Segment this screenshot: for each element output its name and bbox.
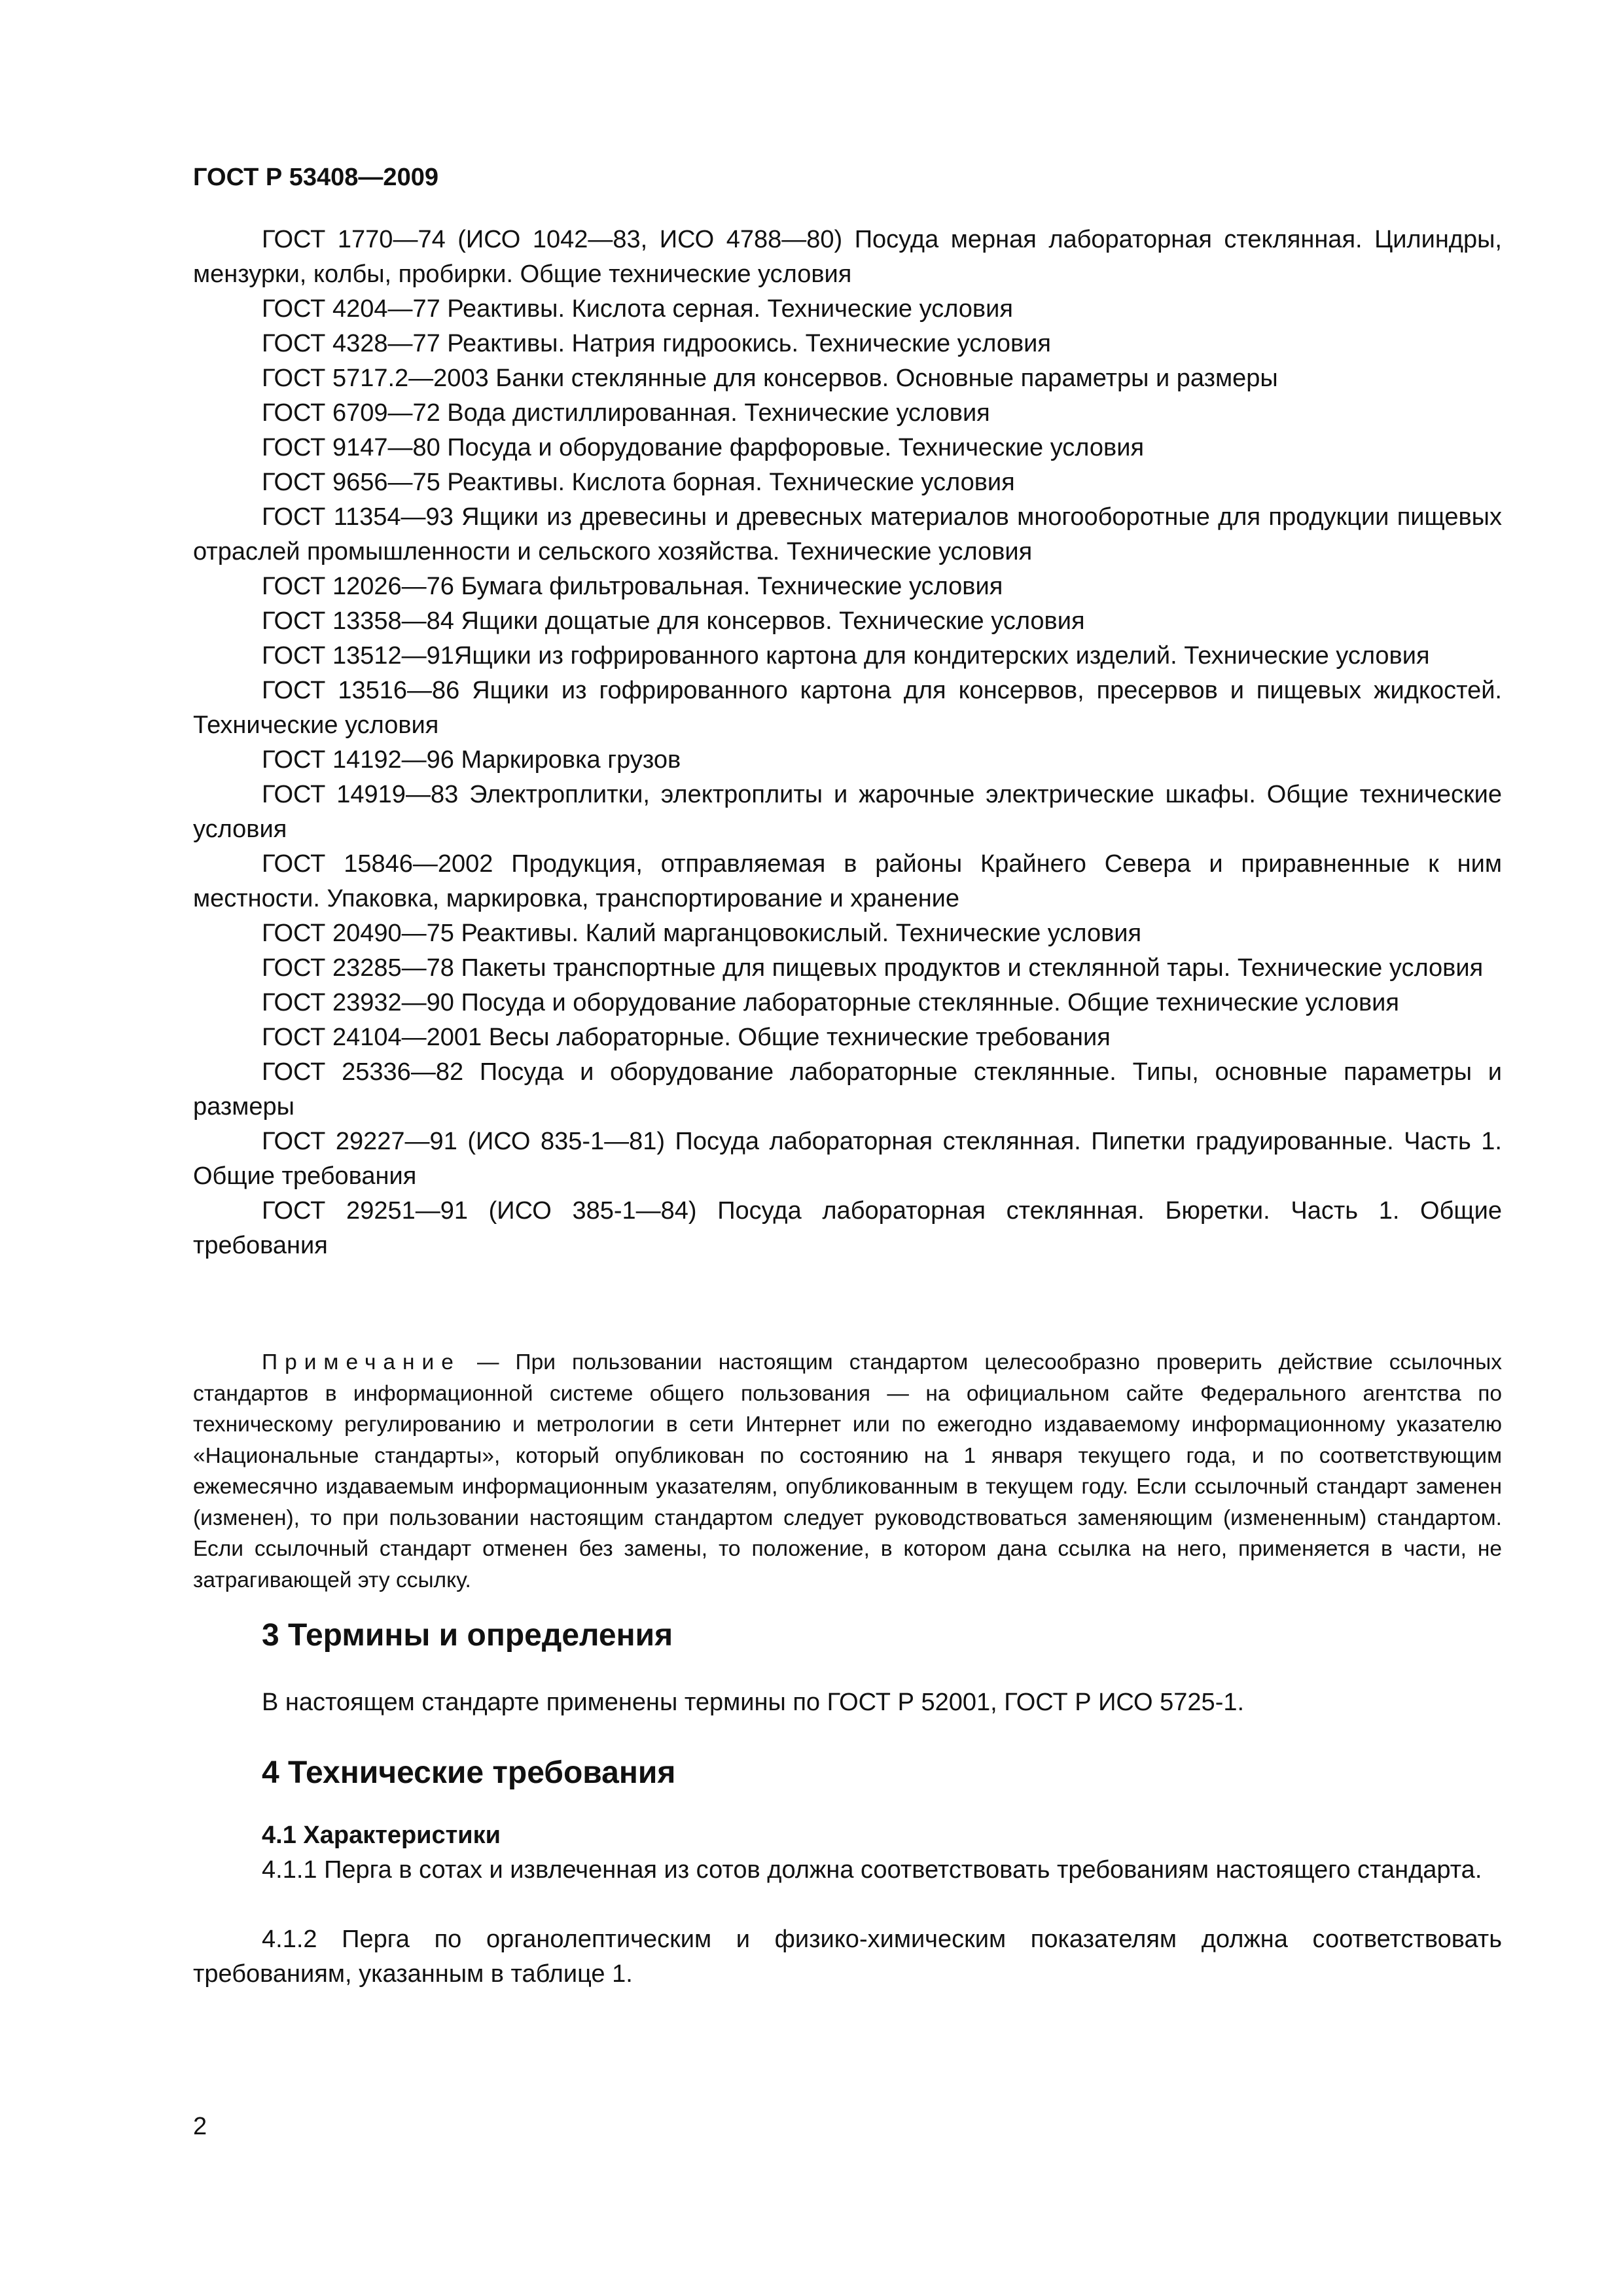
document-header-title: ГОСТ Р 53408—2009 [193, 164, 438, 191]
reference-item: ГОСТ 23932—90 Посуда и оборудование лабораторные стеклянные. Общие технические условия [262, 989, 1399, 1016]
reference-item: ГОСТ 12026—76 Бумага фильтровальная. Технические условия [262, 573, 1003, 600]
clause-4-1-1: 4.1.1 Перга в сотах и извлеченная из сотов должна соответствовать требованиям настоящего стандарта. [262, 1856, 1482, 1884]
reference-item: ГОСТ 9147—80 Посуда и оборудование фарфоровые. Технические условия [262, 434, 1145, 461]
reference-item: ГОСТ 29227—91 (ИСО 835-1—81) Посуда лабораторная стеклянная. Пипетки градуированные. Часть 1. Общие требования [193, 1128, 1502, 1190]
section-heading-terms: 3 Термины и определения [262, 1618, 673, 1653]
reference-item: ГОСТ 14192—96 Маркировка грузов [262, 746, 681, 774]
terms-paragraph: В настоящем стандарте применены термины по ГОСТ Р 52001, ГОСТ Р ИСО 5725-1. [262, 1689, 1245, 1716]
reference-item: ГОСТ 14919—83 Электроплитки, электроплиты и жарочные электрические шкафы. Общие технические условия [193, 781, 1502, 843]
reference-item: ГОСТ 25336—82 Посуда и оборудование лабораторные стеклянные. Типы, основные параметры и размеры [193, 1058, 1502, 1121]
reference-item: ГОСТ 13512—91Ящики из гофрированного картона для кондитерских изделий. Технические условия [262, 642, 1430, 670]
subsection-heading-characteristics: 4.1 Характеристики [262, 1821, 501, 1849]
note-paragraph [193, 1347, 1502, 1596]
reference-item: ГОСТ 24104—2001 Весы лабораторные. Общие технические требования [262, 1024, 1111, 1051]
reference-item: ГОСТ 13358—84 Ящики дощатые для консервов. Технические условия [262, 607, 1085, 635]
reference-item: ГОСТ 4204—77 Реактивы. Кислота серная. Технические условия [262, 295, 1013, 323]
page-number: 2 [193, 2113, 207, 2140]
reference-item: ГОСТ 11354—93 Ящики из древесины и древесных материалов многооборотные для продукции пищевых отраслей промышленности и сельского хозяйства. Технические условия [193, 503, 1502, 565]
reference-item: ГОСТ 5717.2—2003 Банки стеклянные для консервов. Основные параметры и размеры [262, 365, 1278, 392]
reference-item: ГОСТ 15846—2002 Продукция, отправляемая в районы Крайнего Севера и приравненные к ним местности. Упаковка, маркировка, транспортирование и хранение [193, 850, 1502, 912]
reference-item: ГОСТ 4328—77 Реактивы. Натрия гидроокись. Технические условия [262, 330, 1051, 357]
reference-item: ГОСТ 29251—91 (ИСО 385-1—84) Посуда лабораторная стеклянная. Бюретки. Часть 1. Общие требования [193, 1197, 1502, 1259]
reference-item: ГОСТ 1770—74 (ИСО 1042—83, ИСО 4788—80) Посуда мерная лабораторная стеклянная. Цилиндры, мензурки, колбы, пробирки. Общие технические условия [193, 226, 1502, 288]
section-heading-technical-requirements: 4 Технические требования [262, 1755, 676, 1790]
clause-4-1-2: 4.1.2 Перга по органолептическим и физико-химическим показателям должна соответствовать требованиям, указанным в таблице 1. [193, 1926, 1502, 1988]
reference-item: ГОСТ 20490—75 Реактивы. Калий марганцовокислый. Технические условия [262, 920, 1142, 947]
note-label: Примечание [262, 1350, 461, 1374]
note-text: — При пользовании настоящим стандартом целесообразно проверить действие ссылочных стандартов в информационной системе общего пользования — на официальном сайте Федерального агентства по техническому регулированию и метрологии в сети Интернет или по ежегодно издаваемому информационному указателю «Национальные стандарты», который опубликован по состоянию на 1 января текущего года, и по соответствующим ежемесячно издаваемым информационным указателям, опубликованным в текущем году. Если ссылочный стандарт заменен (изменен), то при пользовании настоящим стандартом следует руководствоваться заменяющим (измененным) стандартом. Если ссылочный стандарт отменен без замены, то положение, в котором дана ссылка на него, применяется в части, не затрагивающей эту ссылку. [193, 1350, 1502, 1592]
normative-references-list [193, 223, 1502, 1263]
reference-item: ГОСТ 13516—86 Ящики из гофрированного картона для консервов, пресервов и пищевых жидкостей. Технические условия [193, 677, 1502, 739]
reference-item: ГОСТ 9656—75 Реактивы. Кислота борная. Технические условия [262, 469, 1015, 496]
reference-item: ГОСТ 6709—72 Вода дистиллированная. Технические условия [262, 399, 990, 427]
reference-item: ГОСТ 23285—78 Пакеты транспортные для пищевых продуктов и стеклянной тары. Технические условия [262, 954, 1484, 982]
